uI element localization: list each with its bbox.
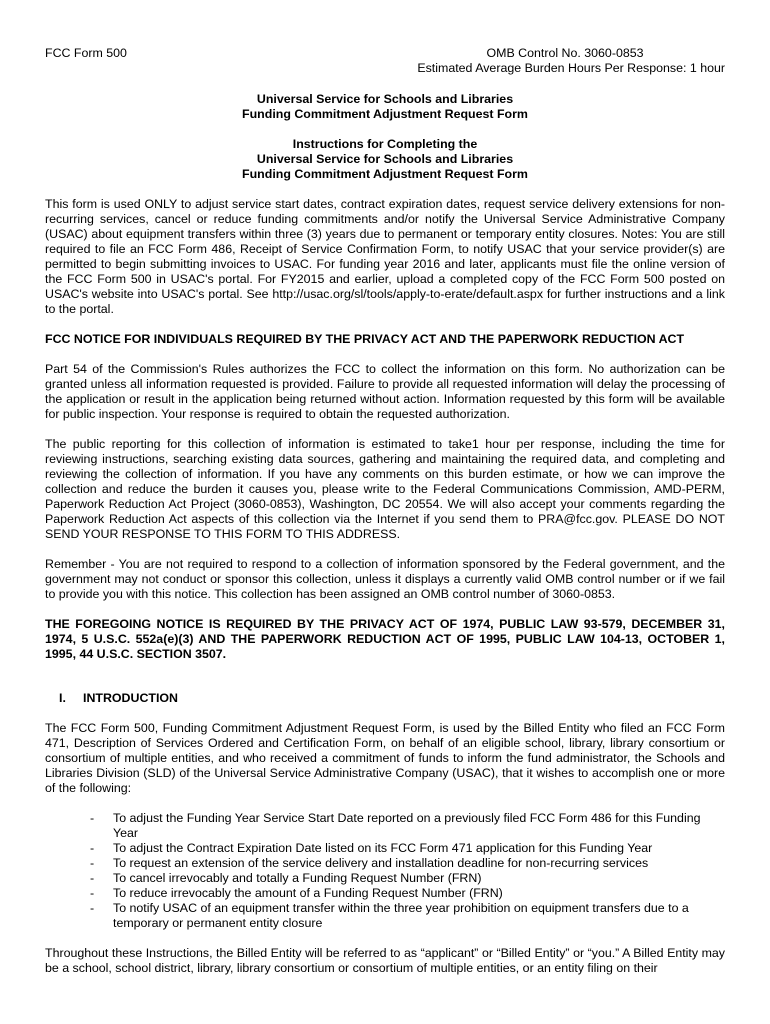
list-item-text: To request an extension of the service delivery and installation deadline for non-recurring services <box>113 856 649 870</box>
list-item-text: To adjust the Contract Expiration Date listed on its FCC Form 471 application for this Funding Year <box>113 841 653 855</box>
list-item <box>45 811 725 841</box>
purpose-list <box>45 811 725 931</box>
document-titles <box>45 92 725 182</box>
section-number: I. <box>59 691 66 705</box>
list-bullet: - <box>90 901 95 915</box>
list-item-text: To notify USAC of an equipment transfer within the three year prohibition on equipment transfers due to a temporary or permanent entity closure <box>113 901 689 930</box>
introduction-paragraph: The FCC Form 500, Funding Commitment Adjustment Request Form, is used by the Billed Entity who filed an FCC Form 471, Description of Services Ordered and Certification Form, on behalf of an eligible school, library, library consortium or consortium of multiple entities, and who received a commitment of funds to inform the fund administrator, the Schools and Libraries Division (SLD) of the Universal Service Administrative Company (USAC), that it wishes to accomplish one or more of the following: <box>45 721 725 795</box>
list-item <box>45 856 725 871</box>
title-line-2: Funding Commitment Adjustment Request Form <box>242 107 528 121</box>
burden-hours: Estimated Average Burden Hours Per Response: 1 hour <box>417 61 725 75</box>
list-item <box>45 901 725 931</box>
burden-paragraph: The public reporting for this collection of information is estimated to take1 hour per response, including the time for reviewing instructions, searching existing data sources, gathering and maintaining the required data, and completing and reviewing the collection of information. If you have any comments on this burden estimate, or how we can improve the collection and reduce the burden it causes you, please write to the Federal Communications Commission, AMD-PERM, Paperwork Reduction Act Project (3060-0853), Washington, DC 20554. We will also accept your comments regarding the Paperwork Reduction Act aspects of this collection via the Internet if you send them to PRA@fcc.gov. PLEASE DO NOT SEND YOUR RESPONSE TO THIS FORM TO THIS ADDRESS. <box>45 437 725 541</box>
list-item-text: To reduce irrevocably the amount of a Funding Request Number (FRN) <box>113 886 503 900</box>
foregoing-notice: THE FOREGOING NOTICE IS REQUIRED BY THE PRIVACY ACT OF 1974, PUBLIC LAW 93-579, DECEMBER 31, 1974, 5 U.S.C. 552a(e)(3) AND THE PAPERWORK REDUCTION ACT OF 1995, PUBLIC LAW 104-13, OCTOBER 1, 1995, 44 U.S.C. SECTION 3507. <box>45 617 725 661</box>
intro-paragraph: This form is used ONLY to adjust service start dates, contract expiration dates, request service delivery extensions for non-recurring services, cancel or reduce funding commitments and/or notify the Universal Service Administrative Company (USAC) about equipment transfers within three (3) years due to permanent or temporary entity closures. Notes: You are still required to file an FCC Form 486, Receipt of Service Confirmation Form, to notify USAC that your service provider(s) are permitted to begin submitting invoices to USAC. For funding year 2016 and later, applicants must file the online version of the FCC Form 500 in USAC's portal. For FY2015 and earlier, upload a completed copy of the FCC Form 500 posted on USAC's website into USAC's portal. See http://usac.org/sl/tools/apply-to-erate/default.aspx for further instructions and a link to the portal. <box>45 197 725 316</box>
document-page <box>45 46 725 976</box>
title-line-5: Funding Commitment Adjustment Request Form <box>242 167 528 181</box>
closing-paragraph: Throughout these Instructions, the Billed Entity will be referred to as “applicant” or “Billed Entity” or “you.” A Billed Entity may be a school, school district, library, library consortium or consortium of multiple entities, or an entity filing on their <box>45 946 725 975</box>
part54-paragraph: Part 54 of the Commission's Rules authorizes the FCC to collect the information on this form. No authorization can be granted unless all information requested is provided. Failure to provide all requested information will delay the processing of the application or result in the application being returned without action. Information requested by this form will be available for public inspection. Your response is required to obtain the requested authorization. <box>45 362 725 421</box>
omb-control-number: OMB Control No. 3060-0853 <box>486 46 644 60</box>
list-bullet: - <box>90 811 95 825</box>
list-bullet: - <box>90 856 95 870</box>
remember-paragraph: Remember - You are not required to respond to a collection of information sponsored by the Federal government, and the government may not conduct or sponsor this collection, unless it displays a currently valid OMB control number or if we fail to provide you with this notice. This collection has been assigned an OMB control number of 3060-0853. <box>45 557 725 601</box>
list-item <box>45 886 725 901</box>
document-header <box>45 46 725 76</box>
list-bullet: - <box>90 886 95 900</box>
list-item-text: To cancel irrevocably and totally a Funding Request Number (FRN) <box>113 871 482 885</box>
list-item <box>45 841 725 856</box>
list-bullet: - <box>90 841 95 855</box>
title-line-1: Universal Service for Schools and Libraries <box>256 92 514 106</box>
title-line-3: Instructions for Completing the <box>292 137 478 151</box>
list-item <box>45 871 725 886</box>
list-item-text: To adjust the Funding Year Service Start Date reported on a previously filed FCC Form 486 for this Funding Year <box>113 811 701 840</box>
omb-info <box>405 46 725 76</box>
section-heading-introduction <box>45 691 725 706</box>
privacy-notice-heading: FCC NOTICE FOR INDIVIDUALS REQUIRED BY THE PRIVACY ACT AND THE PAPERWORK REDUCTION ACT <box>45 332 685 346</box>
section-title: INTRODUCTION <box>83 691 178 705</box>
list-bullet: - <box>90 871 95 885</box>
form-name: FCC Form 500 <box>45 46 127 60</box>
title-line-4: Universal Service for Schools and Libraries <box>256 152 514 166</box>
